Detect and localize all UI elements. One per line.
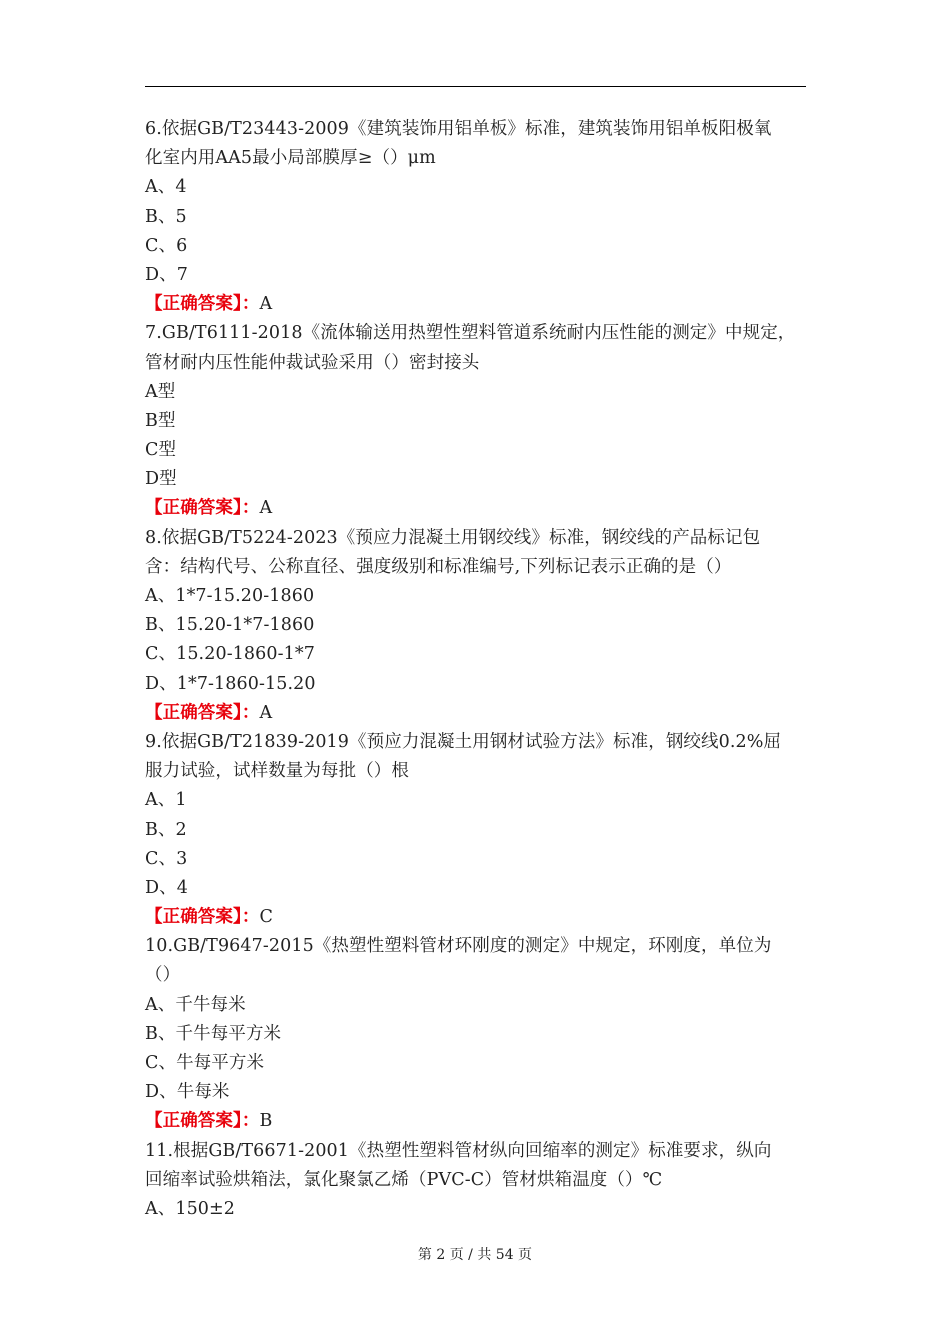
option-c: C、牛每平方米 <box>145 1053 265 1073</box>
header-rule <box>145 86 806 87</box>
question-stem-line: 8.依据GB/T5224-2023《预应力混凝土用钢绞线》标准，钢绞线的产品标记包 <box>145 527 761 548</box>
correct-answer-value: C <box>259 907 273 928</box>
correct-answer-value: A <box>259 294 273 315</box>
option-d: D、7 <box>145 264 188 285</box>
option-a: A、150±2 <box>145 1198 236 1219</box>
option-d: D、1*7-1860-15.20 <box>145 673 316 694</box>
page-footer: 第 2 页 / 共 54 页 <box>417 1247 533 1263</box>
correct-answer <box>145 494 813 523</box>
option-d: D、4 <box>145 877 188 898</box>
question-stem-line: 10.GB/T9647-2015《热塑性塑料管材环刚度的测定》中规定，环刚度，单位为 <box>145 936 772 957</box>
option-b: B、千牛每平方米 <box>145 1023 282 1044</box>
option-b: B、2 <box>145 819 187 840</box>
question-stem-line: 6.依据GB/T23443-2009《建筑装饰用铝单板》标准，建筑装饰用铝单板阳极氧 <box>145 119 772 139</box>
question-10 <box>145 932 813 1136</box>
correct-answer-value: A <box>259 498 273 519</box>
correct-answer-label: 【正确答案】： <box>145 498 260 519</box>
question-8 <box>145 524 813 728</box>
correct-answer-value: A <box>259 702 273 723</box>
correct-answer <box>145 290 813 319</box>
question-stem-line: 11.根据GB/T6671-2001《热塑性塑料管材纵向回缩率的测定》标准要求，纵向 <box>145 1140 772 1161</box>
option-d: D、牛每米 <box>145 1082 230 1103</box>
correct-answer <box>145 699 813 728</box>
correct-answer-label: 【正确答案】： <box>145 1111 260 1132</box>
question-11 <box>145 1137 813 1225</box>
question-stem-line: 管材耐内压性能仲裁试验采用（）密封接头 <box>145 352 480 373</box>
option-d: D型 <box>145 469 177 490</box>
question-9 <box>145 728 813 932</box>
option-c: C型 <box>145 440 177 461</box>
option-c: C、6 <box>145 235 188 256</box>
option-c: C、3 <box>145 848 188 869</box>
option-a: A、1*7-15.20-1860 <box>145 586 315 606</box>
question-6 <box>145 115 813 319</box>
correct-answer-value: B <box>259 1111 273 1132</box>
option-a: A、千牛每米 <box>145 994 246 1015</box>
question-stem-line: （） <box>145 965 181 986</box>
correct-answer-label: 【正确答案】： <box>145 907 260 928</box>
question-stem-line: 9.依据GB/T21839-2019《预应力混凝土用钢材试验方法》标准，钢绞线0.2%屈 <box>145 731 782 752</box>
question-list <box>145 115 813 1224</box>
question-stem-line: 含：结构代号、公称直径、强度级别和标准编号,下列标记表示正确的是（） <box>145 556 732 577</box>
question-stem-line: 7.GB/T6111-2018《流体输送用热塑性塑料管道系统耐内压性能的测定》中规定， <box>145 323 796 344</box>
question-7 <box>145 319 813 523</box>
option-b: B、5 <box>145 206 187 227</box>
option-a: A型 <box>145 381 176 402</box>
correct-answer-label: 【正确答案】： <box>145 294 260 315</box>
option-b: B、15.20-1*7-1860 <box>145 615 315 636</box>
correct-answer <box>145 903 813 932</box>
correct-answer-label: 【正确答案】： <box>145 702 260 723</box>
question-stem-line: 回缩率试验烘箱法，氯化聚氯乙烯（PVC-C）管材烘箱温度（）℃ <box>145 1169 663 1190</box>
option-a: A、1 <box>145 790 187 811</box>
option-a: A、4 <box>145 177 187 198</box>
option-c: C、15.20-1860-1*7 <box>145 644 315 665</box>
question-stem-line: 服力试验，试样数量为每批（）根 <box>145 761 409 782</box>
correct-answer <box>145 1107 813 1136</box>
question-stem-line: 化室内用AA5最小局部膜厚≥（）μm <box>145 148 436 169</box>
option-b: B型 <box>145 410 176 431</box>
